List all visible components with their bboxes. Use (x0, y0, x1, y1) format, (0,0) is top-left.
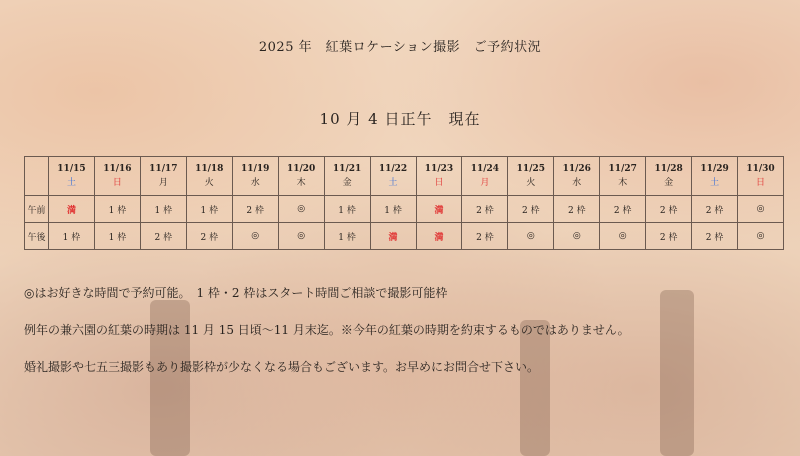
day-header (232, 157, 278, 196)
availability-cell: 1 枠 (140, 196, 186, 223)
day-of-week: 月 (480, 178, 490, 188)
table-row (25, 223, 784, 250)
day-date: 11/30 (746, 164, 775, 174)
day-header (738, 157, 784, 196)
day-of-week: 木 (618, 178, 628, 188)
availability-cell: ◎ (600, 223, 646, 250)
day-of-week: 水 (250, 178, 260, 188)
day-of-week: 木 (296, 178, 306, 188)
day-of-week: 土 (710, 178, 720, 188)
availability-cell: 1 枠 (186, 196, 232, 223)
time-slot-label: 午前 (25, 196, 49, 223)
availability-cell: ◎ (278, 223, 324, 250)
note-season-period: 例年の兼六園の紅葉の時期は 11 月 15 日頃〜11 月末迄。※今年の紅葉の時期を約束するものではありません。 (24, 323, 630, 337)
day-date: 11/25 (516, 164, 546, 174)
availability-cell: 2 枠 (508, 196, 554, 223)
availability-cell: ◎ (508, 223, 554, 250)
day-header (554, 157, 600, 196)
day-of-week: 火 (204, 178, 214, 188)
availability-cell: ◎ (278, 196, 324, 223)
availability-cell: 1 枠 (94, 196, 140, 223)
availability-cell: 満 (416, 196, 462, 223)
note-early-booking: 婚礼撮影や七五三撮影もあり撮影枠が少なくなる場合もございます。お早めにお問合せ下さい。 (24, 360, 540, 374)
availability-cell: 2 枠 (140, 223, 186, 250)
availability-cell: 2 枠 (600, 196, 646, 223)
day-header (94, 157, 140, 196)
day-of-week: 金 (664, 178, 674, 188)
day-date: 11/17 (149, 164, 178, 174)
reservation-table (24, 156, 784, 250)
day-header (140, 157, 186, 196)
note-availability-legend: ◎はお好きな時間で予約可能。 1 枠・2 枠はスタート時間ご相談で撮影可能枠 (24, 286, 448, 300)
day-of-week: 日 (756, 178, 766, 188)
availability-cell: 満 (416, 223, 462, 250)
page-title: 2025 年 紅葉ロケーション撮影 ご予約状況 (258, 40, 542, 55)
day-date: 11/26 (562, 164, 591, 174)
day-date: 11/19 (241, 164, 270, 174)
availability-cell: 1 枠 (94, 223, 140, 250)
day-header (49, 157, 95, 196)
time-slot-label: 午後 (25, 223, 49, 250)
availability-cell: 1 枠 (324, 196, 370, 223)
availability-cell: ◎ (232, 223, 278, 250)
availability-cell: 1 枠 (324, 223, 370, 250)
availability-cell: 2 枠 (232, 196, 278, 223)
day-header (416, 157, 462, 196)
day-header (692, 157, 738, 196)
day-header (278, 157, 324, 196)
day-date: 11/16 (103, 164, 132, 174)
availability-cell: 満 (370, 223, 416, 250)
availability-cell: ◎ (738, 223, 784, 250)
day-of-week: 水 (572, 178, 582, 188)
day-header (462, 157, 508, 196)
availability-cell: 2 枠 (646, 196, 692, 223)
day-of-week: 月 (158, 178, 168, 188)
day-of-week: 日 (112, 178, 122, 188)
day-of-week: 金 (342, 178, 352, 188)
day-date: 11/24 (470, 164, 500, 174)
day-date: 11/28 (654, 164, 683, 174)
day-of-week: 土 (388, 178, 398, 188)
availability-cell: 満 (49, 196, 95, 223)
availability-cell: 2 枠 (462, 196, 508, 223)
availability-cell: 2 枠 (462, 223, 508, 250)
availability-cell: 2 枠 (646, 223, 692, 250)
day-date: 11/21 (332, 164, 362, 174)
day-header (646, 157, 692, 196)
table-row (25, 196, 784, 223)
availability-cell: 2 枠 (554, 196, 600, 223)
day-date: 11/18 (195, 164, 224, 174)
day-of-week: 日 (434, 178, 444, 188)
day-date: 11/27 (608, 164, 637, 174)
as-of-timestamp: 10 月 4 日正午 現在 (319, 110, 481, 128)
day-date: 11/15 (57, 164, 86, 174)
day-of-week: 土 (66, 178, 76, 188)
day-date: 11/22 (378, 164, 408, 174)
table-corner (25, 157, 49, 196)
availability-cell: ◎ (738, 196, 784, 223)
availability-cell: 1 枠 (49, 223, 95, 250)
day-header (186, 157, 232, 196)
day-date: 11/20 (286, 164, 316, 174)
availability-cell: ◎ (554, 223, 600, 250)
day-header (508, 157, 554, 196)
availability-cell: 1 枠 (370, 196, 416, 223)
day-of-week: 火 (526, 178, 536, 188)
availability-cell: 2 枠 (692, 196, 738, 223)
day-header (324, 157, 370, 196)
day-header (600, 157, 646, 196)
availability-cell: 2 枠 (186, 223, 232, 250)
day-date: 11/23 (424, 164, 454, 174)
availability-cell: 2 枠 (692, 223, 738, 250)
day-header (370, 157, 416, 196)
day-date: 11/29 (700, 164, 729, 174)
